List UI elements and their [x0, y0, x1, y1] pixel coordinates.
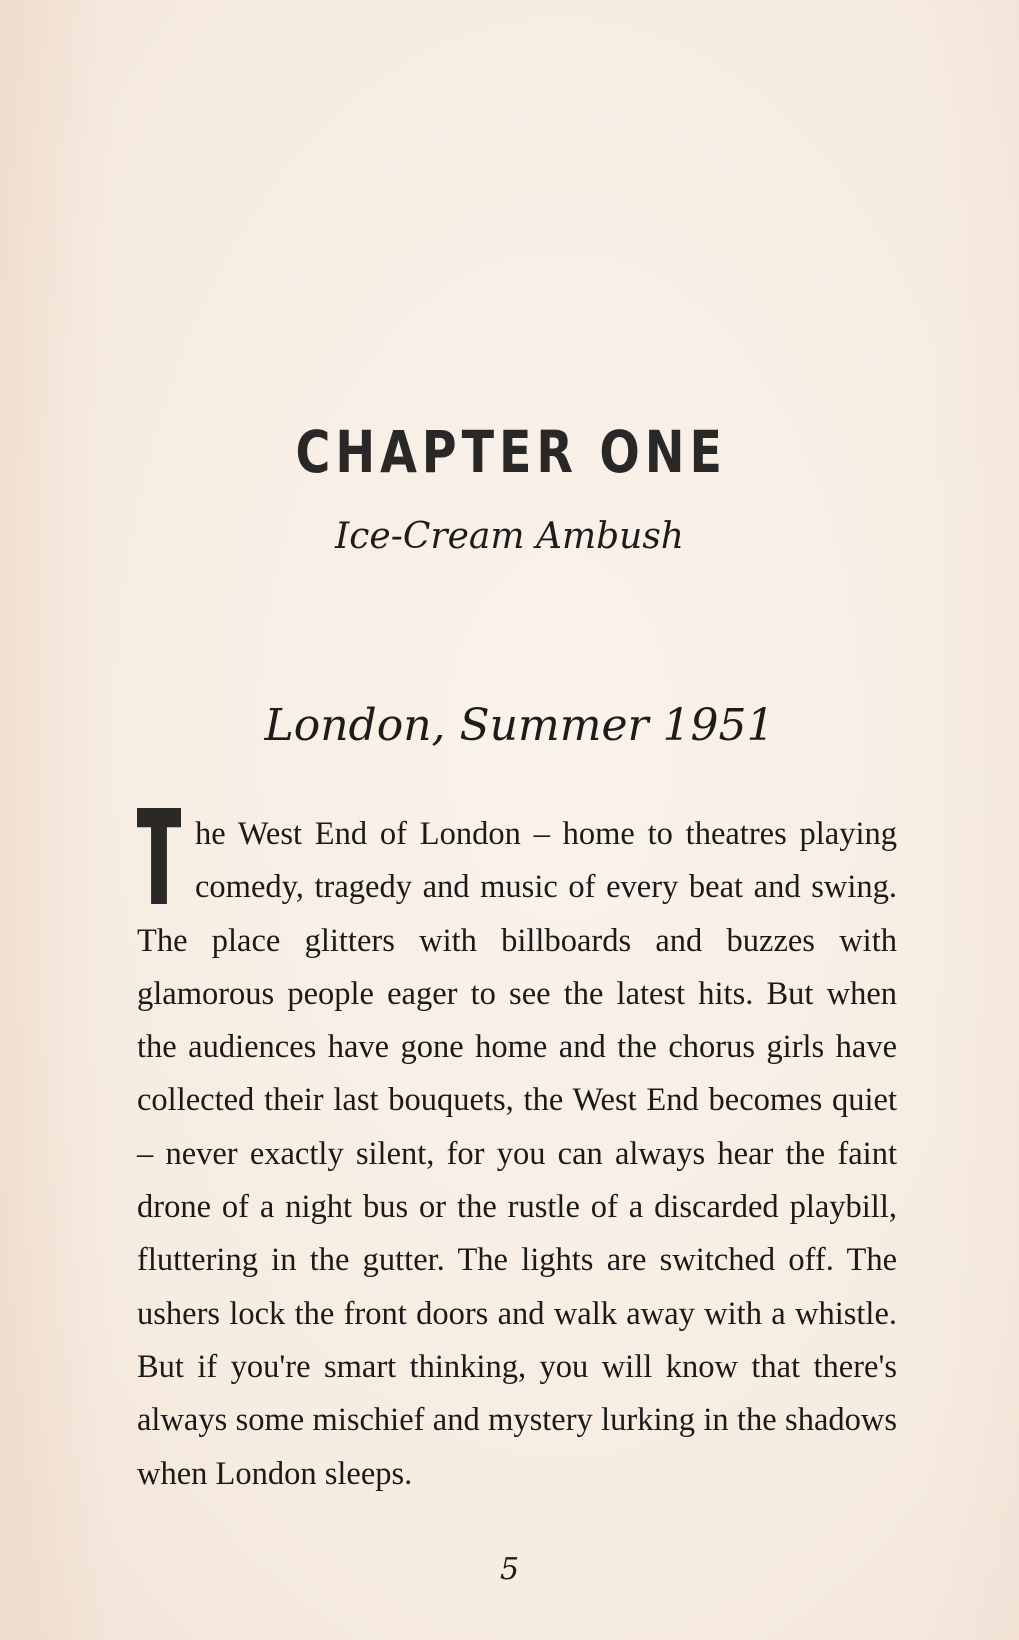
body-paragraph-text: he West End of London – home to theatres playing comedy, tragedy and music of every beat and swing. The place glitters with billboards and buzzes with glamorous people eager to see the latest hits. But when the audiences have gone home and the chorus girls have collected their last bouquets, the West End becomes quiet – never exactly silent, for you can always hear the faint drone of a night bus or the rustle of a discarded playbill, fluttering in the gutter. The lights are switched off. The ushers lock the front doors and walk away with a whistle. But if you're smart thinking, you will know that there's always some mischief and mystery lurking in the shadows when London sleeps.: [137, 816, 897, 1492]
drop-cap-letter: [137, 808, 181, 904]
place-date-heading: London, Summer 1951: [264, 700, 775, 751]
body-paragraph: [137, 808, 897, 1501]
chapter-subtitle: Ice-Cream Ambush: [335, 516, 684, 557]
chapter-heading: CHAPTER ONE: [295, 418, 727, 486]
page-number: 5: [499, 1552, 520, 1587]
